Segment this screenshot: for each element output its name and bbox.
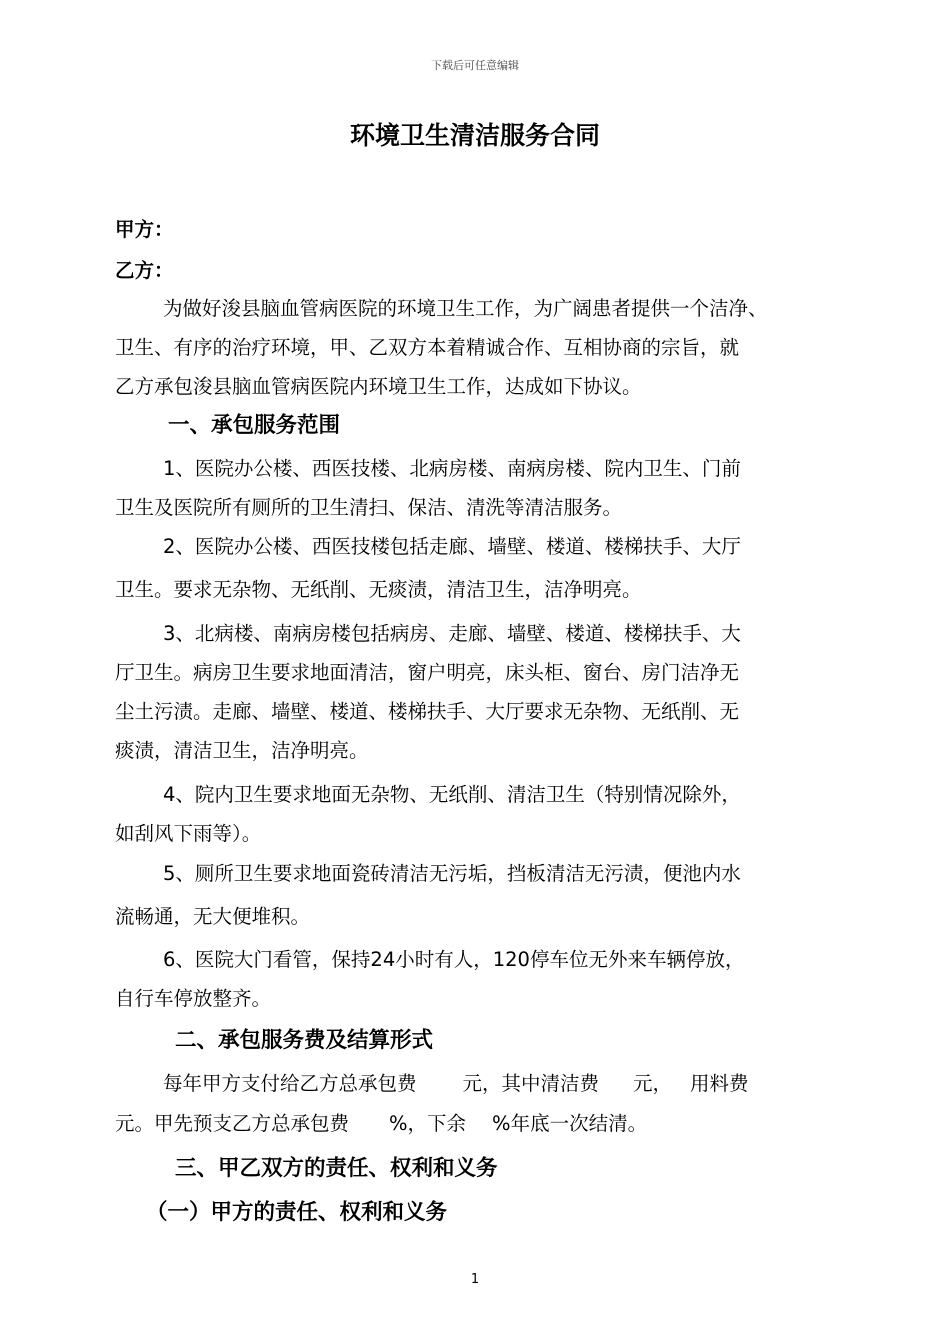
clause-line: 1、医院办公楼、西医技楼、北病房楼、南病房楼、院内卫生、门前 [163,457,741,480]
clause-line: 痰渍，清洁卫生，洁净明亮。 [115,739,369,762]
clause-line: 自行车停放整齐。 [115,987,272,1010]
clause-line: 4、院内卫生要求地面无杂物、无纸削、清洁卫生（特别情况除外， [163,783,741,806]
clause-line: 卫生及医院所有厕所的卫生清扫、保洁、清洗等清洁服务。 [115,496,623,519]
header-note: 下载后可任意编辑 [431,59,519,72]
intro-line: 为做好浚县脑血管病医院的环境卫生工作，为广阔患者提供一个洁净、 [163,297,768,320]
party-a-label: 甲方： [115,218,174,241]
section-1-heading: 一、承包服务范围 [168,413,341,438]
remainder-label: %，下余 [389,1112,467,1135]
clause-line: 尘土污渍。走廊、墙壁、楼道、楼梯扶手、大厅要求无杂物、无纸削、无 [115,700,740,723]
fee-cleaning-unit: 元， [633,1072,673,1095]
clause-line: 3、北病楼、南病房楼包括病房、走廊、墙壁、楼道、楼梯扶手、大 [163,622,741,645]
section-2-heading: 二、承包服务费及结算形式 [175,1028,434,1053]
fee-material-label: 用料费 [690,1072,749,1095]
settlement-label: %年底一次结清。 [492,1112,648,1135]
document-title: 环境卫生清洁服务合同 [349,121,600,150]
fee-cleaning-label: 元，其中清洁费 [462,1072,600,1095]
party-b-label: 乙方： [115,259,174,282]
clause-line: 厅卫生。病房卫生要求地面清洁，窗户明亮，床头柜、窗台、房门洁净无 [115,661,740,684]
fee-line-1 [163,1070,749,1098]
clause-line: 6、医院大门看管，保持24小时有人，120停车位无外来车辆停放， [163,948,745,971]
clause-line: 5、厕所卫生要求地面瓷砖清洁无污垢，挡板清洁无污渍，便池内水 [163,862,741,885]
clause-line: 如刮风下雨等）。 [115,822,262,845]
clause-line: 流畅通，无大便堆积。 [115,905,311,928]
prepay-label: 元。甲先预支乙方总承包费 [115,1112,350,1135]
intro-line: 乙方承包浚县脑血管病医院内环境卫生工作，达成如下协议。 [115,375,642,398]
section-3-subheading: （一）甲方的责任、权利和义务 [146,1200,448,1225]
fee-line-2 [115,1110,647,1138]
clause-line: 卫生。要求无杂物、无纸削、无痰渍，清洁卫生，洁净明亮。 [115,578,642,601]
intro-line: 卫生、有序的治疗环境，甲、乙双方本着精诚合作、互相协商的宗旨，就 [115,336,740,359]
page-number: 1 [470,1272,480,1287]
fee-total-label: 每年甲方支付给乙方总承包费 [163,1072,417,1095]
clause-line: 2、医院办公楼、西医技楼包括走廊、墙壁、楼道、楼梯扶手、大厅 [163,535,741,558]
section-3-heading: 三、甲乙双方的责任、权利和义务 [175,1156,498,1181]
